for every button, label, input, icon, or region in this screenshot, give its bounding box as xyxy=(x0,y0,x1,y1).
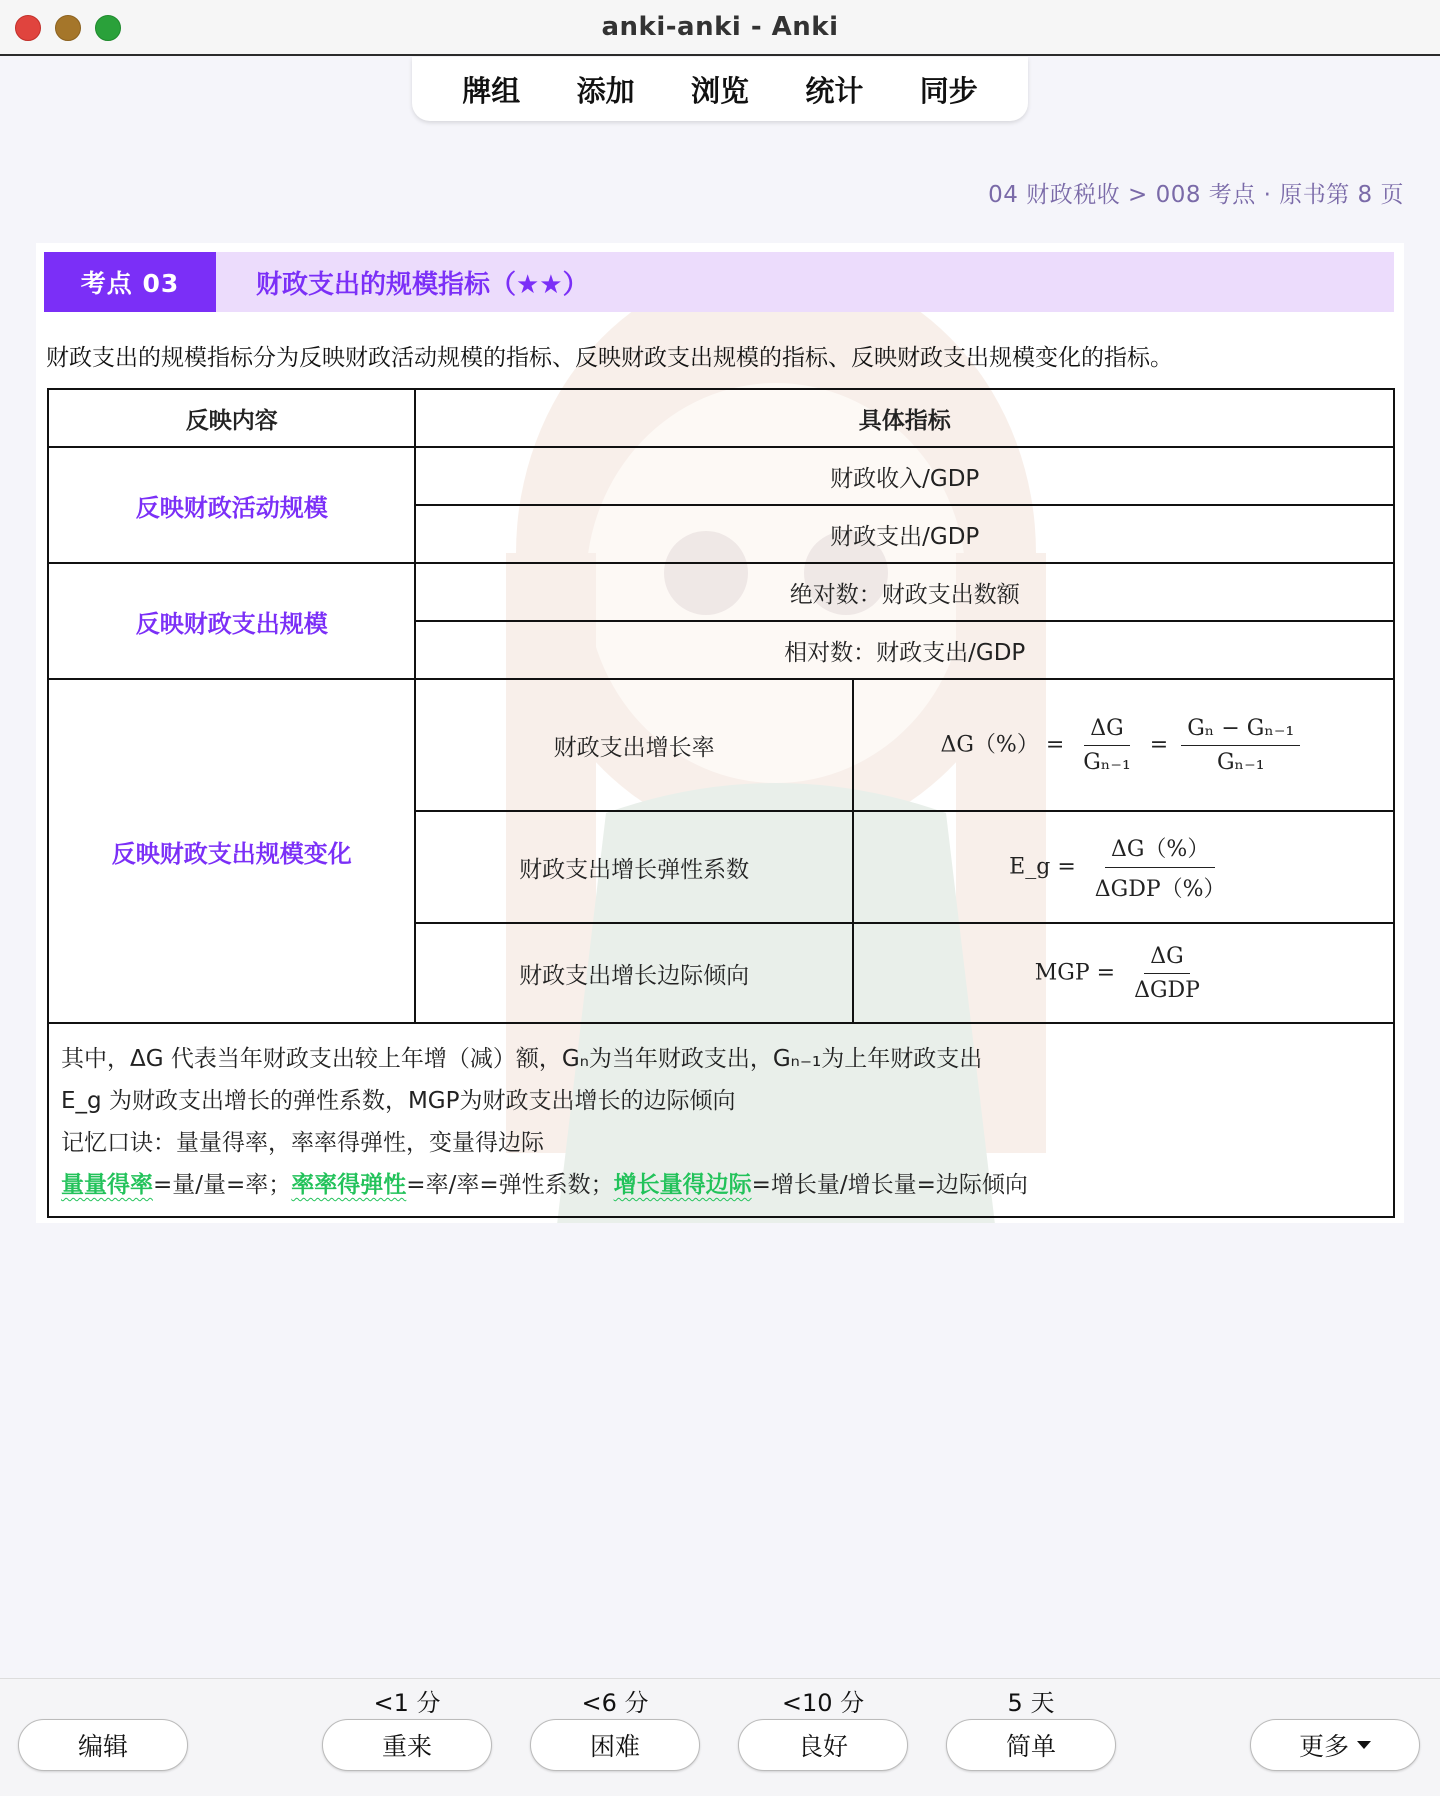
elasticity-label: 财政支出增长弹性系数 xyxy=(415,811,852,923)
nav-sync[interactable]: 同步 xyxy=(919,73,978,108)
header-content: 反映内容 xyxy=(48,389,415,447)
more-label: 更多 xyxy=(1298,1732,1349,1761)
hard-interval: <6 分 xyxy=(581,1689,649,1717)
fraction: $\frac{\text{Gₙ − Gₙ₋₁}}{\text{Gₙ₋₁}}$ xyxy=(1181,716,1300,775)
note-line: E_g 为财政支出增长的弹性系数，MGP为财政支出增长的边际倾向 xyxy=(61,1088,736,1114)
mnemonic-key: 增长量得边际 xyxy=(613,1172,752,1198)
indicator-table xyxy=(47,388,1395,1218)
breadcrumb: 04 财政税收 > 008 考点 · 原书第 8 页 xyxy=(988,182,1404,208)
elasticity-formula: E_g = $\frac{\Delta G(\%)}{\text{ΔGDP（\%）}}$ xyxy=(853,811,1394,923)
good-button[interactable]: 良好 xyxy=(738,1719,908,1771)
fraction: $\frac{\Delta G}{\text{Gₙ₋₁}}$ xyxy=(1083,715,1131,775)
window-title: anki-anki - Anki xyxy=(601,12,839,42)
good-interval: <10 分 xyxy=(781,1689,865,1717)
marginal-label: 财政支出增长边际倾向 xyxy=(415,923,852,1023)
answer-bar xyxy=(0,1678,1440,1796)
marginal-formula: MGP = $\frac{\Delta G}{\text{ΔGDP}}$ xyxy=(853,923,1394,1023)
more-button[interactable] xyxy=(1250,1719,1420,1771)
table-row xyxy=(48,679,1394,811)
table-row xyxy=(48,563,1394,621)
caret-down-icon xyxy=(1357,1741,1371,1749)
category-expenditure-scale: 反映财政支出规模 xyxy=(48,563,415,679)
table-row xyxy=(48,447,1394,505)
indicator-cell: 财政收入/GDP xyxy=(415,447,1394,505)
easy-interval: 5 天 xyxy=(1007,1689,1055,1717)
nav-decks[interactable]: 牌组 xyxy=(462,73,521,108)
nav-browse[interactable]: 浏览 xyxy=(690,73,749,108)
formula-lhs: MGP xyxy=(1034,960,1090,985)
mnemonic-line: 量量得率=量/量=率；率率得弹性=率/率=弹性系数；增长量得边际=增长量/增长量=边际倾向 xyxy=(61,1172,1028,1198)
notes-cell xyxy=(48,1023,1394,1217)
table-header-row xyxy=(48,389,1394,447)
fraction: $\frac{\Delta G}{\text{ΔGDP}}$ xyxy=(1134,943,1200,1003)
header-indicator: 具体指标 xyxy=(415,389,1394,447)
indicator-cell: 绝对数：财政支出数额 xyxy=(415,563,1394,621)
note-line: 记忆口诀：量量得率，率率得弹性，变量得边际 xyxy=(61,1130,544,1156)
category-activity-scale: 反映财政活动规模 xyxy=(48,447,415,563)
again-interval: <1 分 xyxy=(373,1689,441,1717)
top-navigation xyxy=(412,57,1028,121)
note-line: 其中，ΔG 代表当年财政支出较上年增（减）额，Gₙ为当年财政支出，Gₙ₋₁为上年财政支出 xyxy=(61,1046,983,1072)
formula-lhs: E_g xyxy=(1009,854,1051,879)
growth-rate-label: 财政支出增长率 xyxy=(415,679,852,811)
fraction: $\frac{\Delta G(\%)}{\text{ΔGDP（\%）}}$ xyxy=(1089,832,1232,903)
intro-text: 财政支出的规模指标分为反映财政活动规模的指标、反映财政支出规模的指标、反映财政支出规模变化的指标。 xyxy=(46,345,1173,371)
formula-lhs: ΔG（%） xyxy=(940,732,1039,757)
point-title: 财政支出的规模指标（★★） xyxy=(256,270,589,300)
point-tag: 考点 03 xyxy=(44,252,216,312)
point-header xyxy=(44,252,1394,312)
again-button[interactable]: 重来 xyxy=(322,1719,492,1771)
hard-button[interactable]: 困难 xyxy=(530,1719,700,1771)
nav-stats[interactable]: 统计 xyxy=(805,73,864,108)
flashcard xyxy=(36,243,1404,1223)
easy-button[interactable]: 简单 xyxy=(946,1719,1116,1771)
category-scale-change: 反映财政支出规模变化 xyxy=(48,679,415,1023)
mnemonic-key: 量量得率 xyxy=(61,1172,153,1198)
mnemonic-key: 率率得弹性 xyxy=(291,1172,407,1198)
growth-rate-formula: ΔG（%） = $\frac{\Delta G}{\text{Gₙ₋₁}}$ = $\frac{\text{Gₙ − Gₙ₋₁}}{\text{Gₙ₋₁}}$ xyxy=(853,679,1394,811)
nav-add[interactable]: 添加 xyxy=(576,73,635,108)
edit-button[interactable]: 编辑 xyxy=(18,1719,188,1771)
table-notes-row xyxy=(48,1023,1394,1217)
indicator-cell: 财政支出/GDP xyxy=(415,505,1394,563)
indicator-cell: 相对数：财政支出/GDP xyxy=(415,621,1394,679)
window-titlebar xyxy=(0,0,1440,56)
